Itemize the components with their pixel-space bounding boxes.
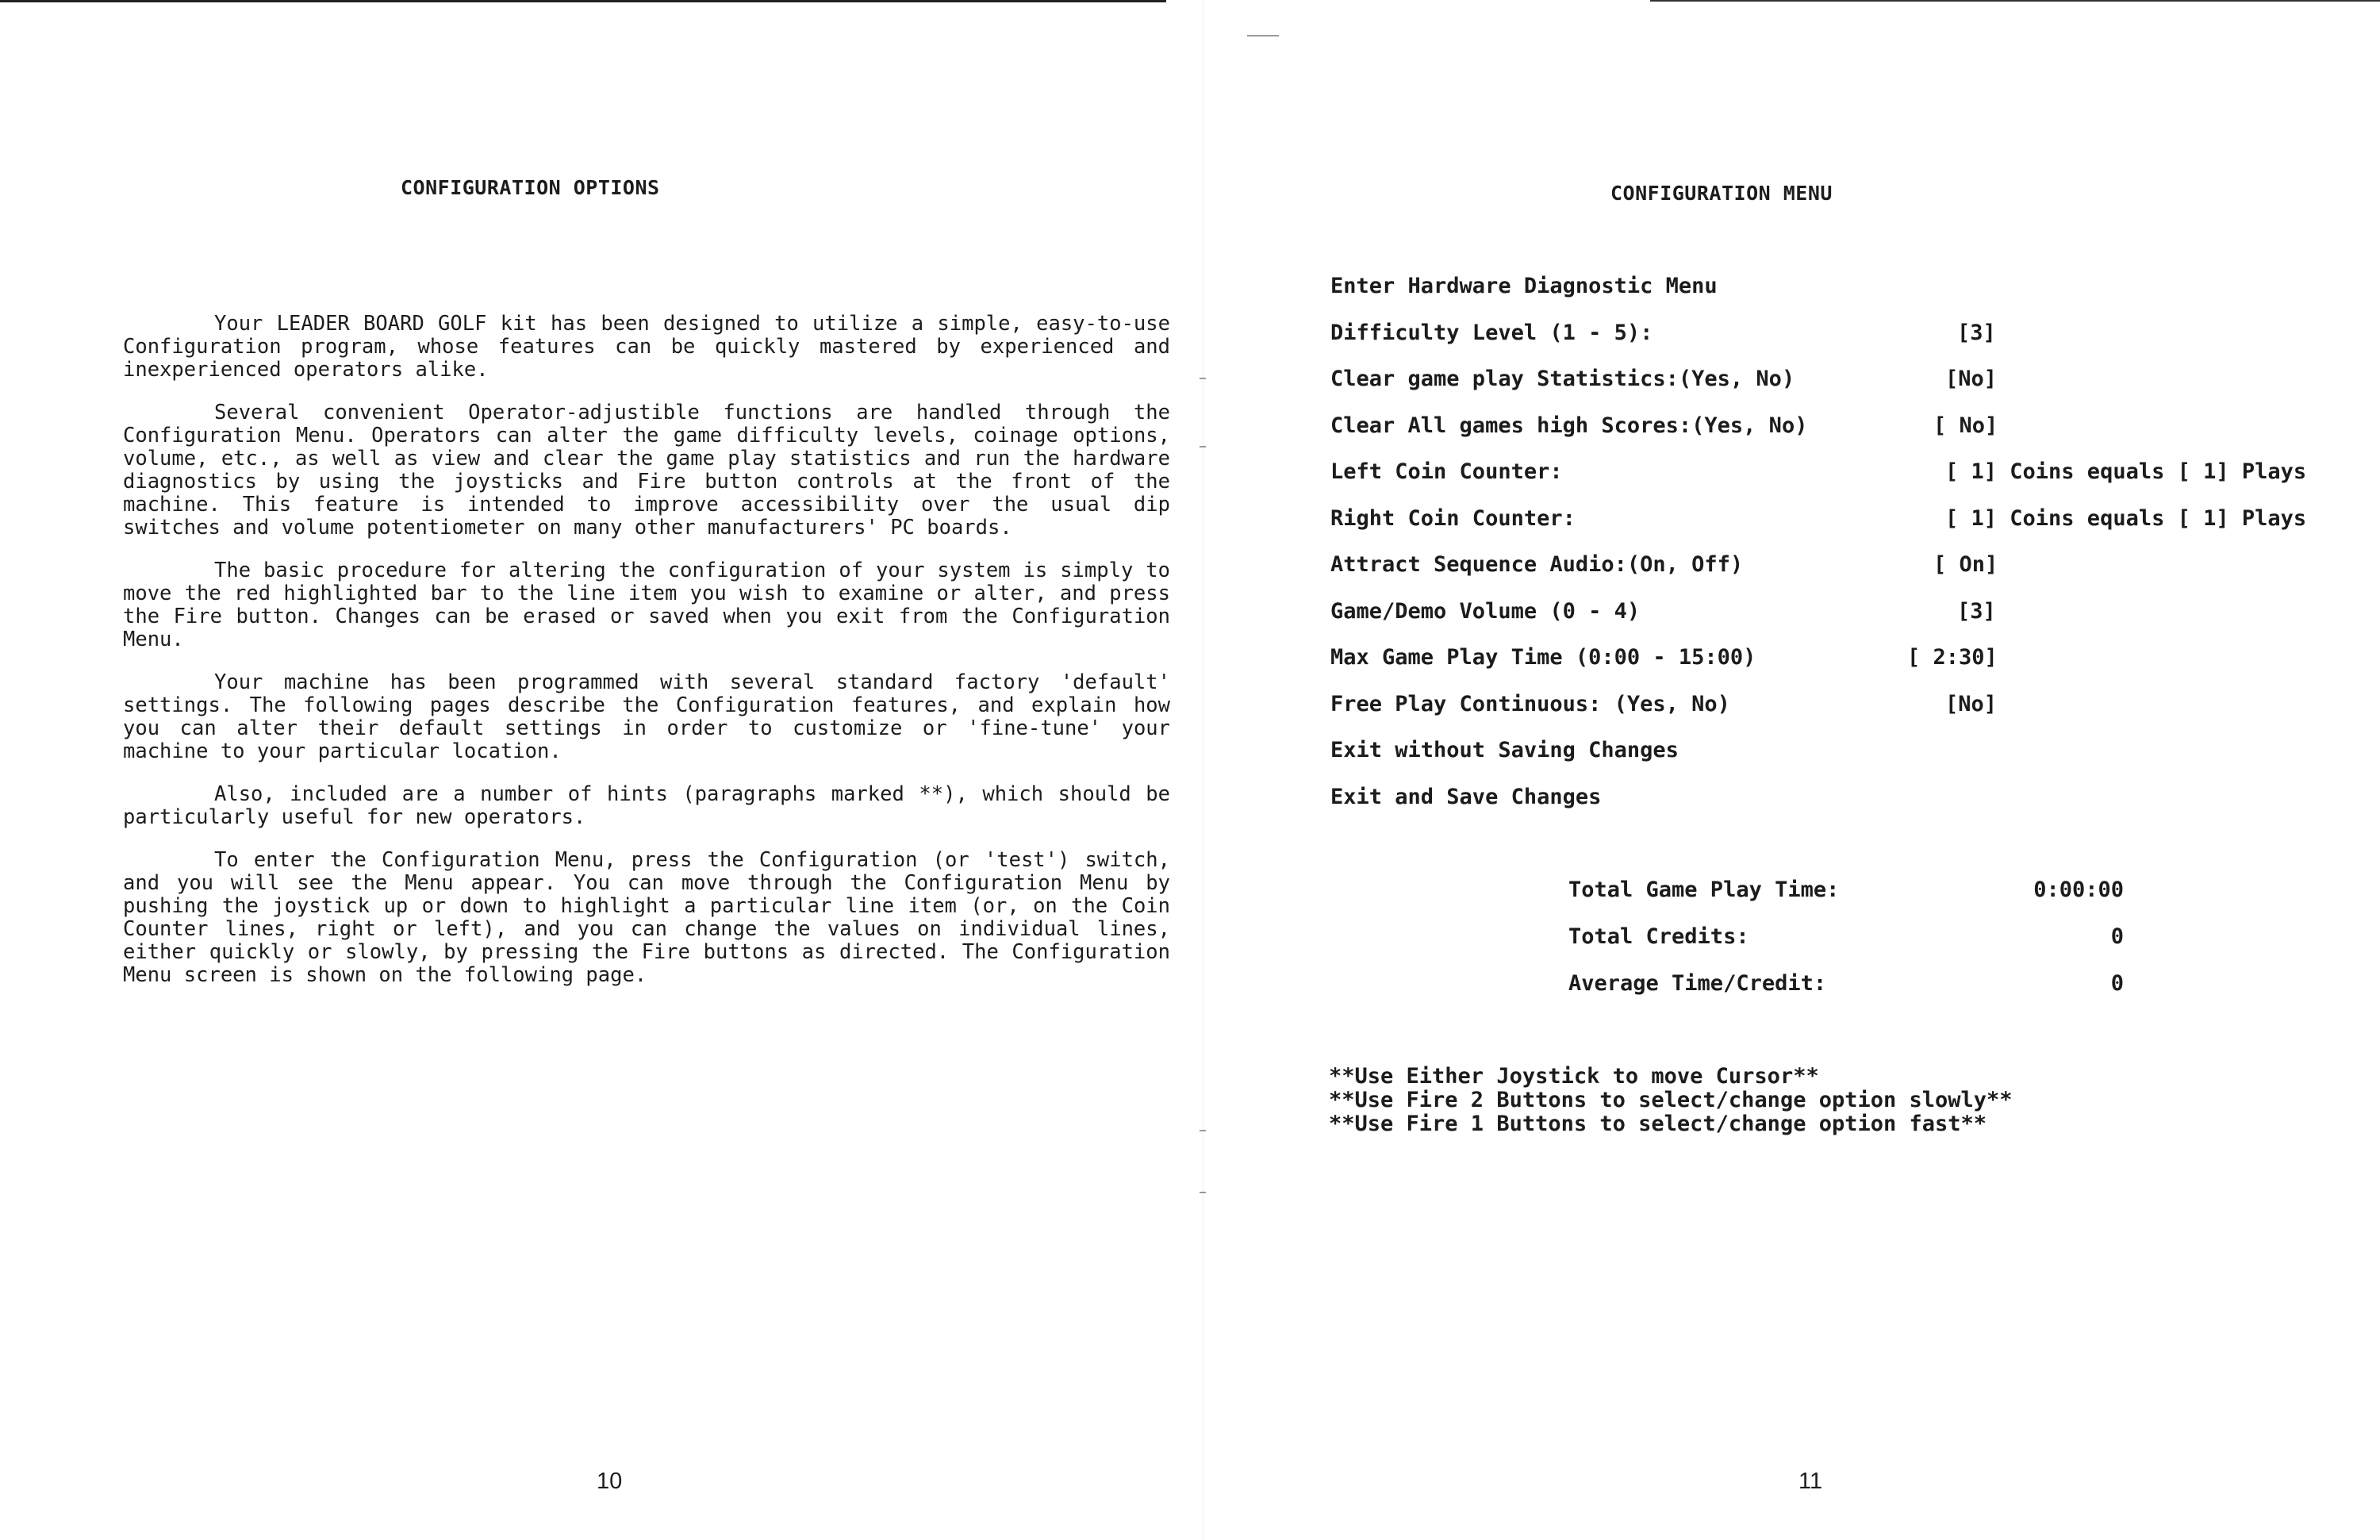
menu-item-max-play-time — [1330, 644, 2362, 691]
menu-item-label: Exit and Save Changes — [1330, 784, 1602, 809]
menu-item-label: Right Coin Counter: — [1330, 505, 1576, 531]
menu-item-label: Exit without Saving Changes — [1330, 738, 1679, 762]
paragraph: Your machine has been programmed with several standard factory 'default' settings. The following pages describe the Configuration features, and explain how you can alter their default settings in order to customize or 'fine-tune' your machine to your particular location. — [123, 670, 1170, 763]
total-value: 0 — [2110, 924, 2124, 949]
paragraph: To enter the Configuration Menu, press the Configuration (or 'test') switch, and you will see the Menu appear. You can move through the Configuration Menu by pushing the joystick up or down to highlight a particular line item (or, on the Coin Counter lines, right or left), and you can change the values on individual lines, either quickly or slowly, by pressing the Fire buttons as directed. The Configuration Menu screen is shown on the following page. — [123, 848, 1170, 987]
total-label: Average Time/Credit: — [1568, 971, 1827, 996]
totals-block — [1568, 878, 2124, 1018]
menu-item-value: [ 1] Coins equals [ 1] Plays — [1945, 505, 2307, 531]
total-label: Total Game Play Time: — [1568, 878, 1840, 902]
total-label: Total Credits: — [1568, 924, 1749, 949]
menu-item-value: [ No] — [1933, 413, 1998, 438]
total-game-play-time — [1568, 878, 2124, 924]
menu-item-difficulty-level — [1330, 320, 2362, 367]
control-hints — [1329, 1065, 2013, 1136]
menu-item-clear-statistics — [1330, 366, 2362, 413]
hint-line: **Use Fire 2 Buttons to select/change option slowly** — [1329, 1088, 2013, 1112]
menu-item-label: Left Coin Counter: — [1330, 459, 1563, 484]
menu-item-free-play — [1330, 691, 2362, 738]
menu-item-game-demo-volume — [1330, 598, 2362, 645]
menu-item-value: [ 1] Coins equals [ 1] Plays — [1945, 459, 2307, 484]
menu-item-right-coin-counter — [1330, 505, 2362, 552]
menu-item-exit-without-saving — [1330, 737, 2362, 784]
menu-item-label: Free Play Continuous: (Yes, No) — [1330, 691, 1730, 716]
page-number: 10 — [597, 1469, 623, 1494]
menu-item-label: Clear game play Statistics:(Yes, No) — [1330, 367, 1795, 391]
menu-item-value: [ 2:30] — [1907, 645, 1998, 670]
page-heading: CONFIGURATION MENU — [1610, 182, 1833, 205]
menu-item-hardware-diagnostic — [1330, 273, 2362, 320]
menu-item-label: Clear All games high Scores:(Yes, No) — [1330, 413, 1808, 438]
page-heading: CONFIGURATION OPTIONS — [401, 176, 660, 199]
menu-item-label: Enter Hardware Diagnostic Menu — [1330, 274, 1718, 298]
menu-item-left-coin-counter — [1330, 459, 2362, 505]
configuration-menu — [1330, 273, 2362, 830]
total-value: 0 — [2110, 971, 2124, 996]
paragraph: The basic procedure for altering the configuration of your system is simply to move the red highlighted bar to the line item you wish to examine or alter, and press the Fire button. Changes can be erased or saved when you exit from the Configuration Menu. — [123, 559, 1170, 651]
hint-line: **Use Either Joystick to move Cursor** — [1329, 1064, 1819, 1089]
paragraph: Several convenient Operator-adjustible functions are handled through the Configuration Menu. Operators can alter the game difficulty levels, coinage options, volume, etc., as well as view and clear the game play statistics and run the hardware diagnostics by using the joysticks and Fire button controls at the front of the machine. This feature is intended to improve accessibility over the usual dip switches and volume potentiometer on many other manufacturers' PC boards. — [123, 401, 1170, 540]
menu-item-label: Max Game Play Time (0:00 - 15:00) — [1330, 645, 1756, 670]
menu-item-label: Difficulty Level (1 - 5): — [1330, 320, 1653, 345]
average-time-per-credit — [1568, 971, 2124, 1018]
paragraph: Also, included are a number of hints (paragraphs marked **), which should be particularly useful for new operators. — [123, 782, 1170, 829]
menu-item-value: [No] — [1945, 691, 1998, 716]
body-text — [123, 313, 1170, 1007]
menu-item-label: Attract Sequence Audio:(On, Off) — [1330, 552, 1744, 577]
menu-item-value: [3] — [1957, 598, 1996, 624]
menu-item-attract-audio — [1330, 551, 2362, 598]
menu-item-clear-high-scores — [1330, 413, 2362, 459]
menu-item-label: Game/Demo Volume (0 - 4) — [1330, 598, 1641, 624]
menu-item-value: [ On] — [1933, 552, 1998, 577]
total-credits — [1568, 924, 2124, 971]
paragraph: Your LEADER BOARD GOLF kit has been designed to utilize a simple, easy-to-use Configuration program, whose features can be quickly mastered by experienced and inexperienced operators alike. — [123, 312, 1170, 382]
menu-item-value: [No] — [1945, 367, 1998, 391]
right-page — [1202, 0, 2380, 1540]
total-value: 0:00:00 — [2033, 878, 2124, 902]
hint-line: **Use Fire 1 Buttons to select/change option fast** — [1329, 1112, 1987, 1136]
page-number: 11 — [1798, 1469, 1823, 1494]
menu-item-exit-and-save — [1330, 784, 2362, 831]
menu-item-value: [3] — [1957, 320, 1996, 345]
